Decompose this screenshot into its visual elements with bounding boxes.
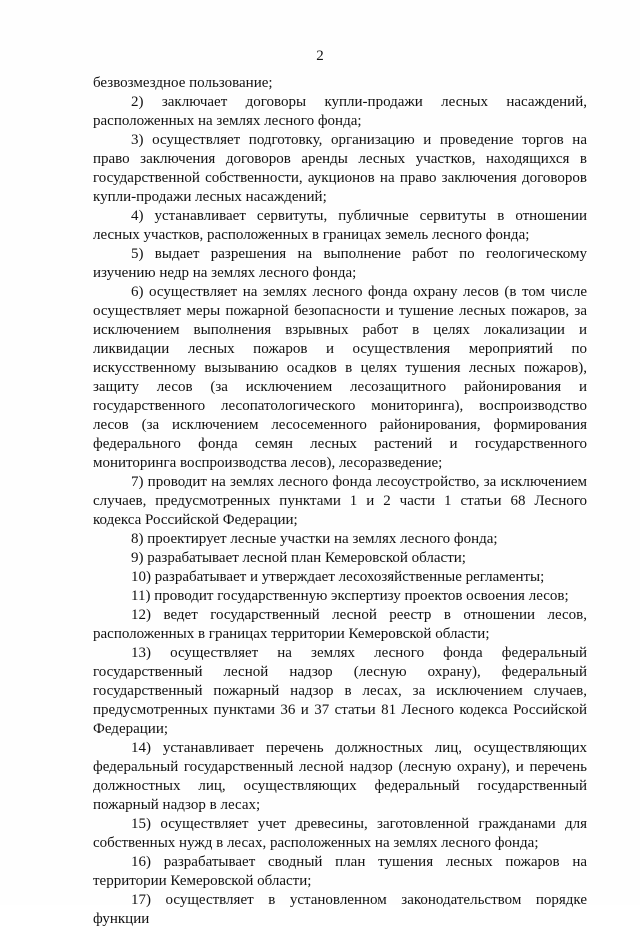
paragraph-item-12: 12) ведет государственный лесной реестр в отношении лесов, расположенных в границах территории Кемеровской области; (93, 607, 587, 642)
paragraph-item-13: 13) осуществляет на землях лесного фонда федеральный государственный лесной надзор (лесную охрану), федеральный государственный пожарный надзор в лесах, за исключением случаев, предусмотренных пунктами 36 и 37 статьи 81 Лесного кодекса Российской Федерации; (93, 645, 587, 737)
paragraph-item-15: 15) осуществляет учет древесины, заготовленной гражданами для собственных нужд в лесах, расположенных на землях лесного фонда; (93, 816, 587, 851)
paragraph-item-11: 11) проводит государственную экспертизу проектов освоения лесов; (131, 588, 569, 604)
paragraph-continuation: безвозмездное пользование; (93, 75, 273, 91)
paragraph-item-9: 9) разрабатывает лесной план Кемеровской области; (131, 550, 466, 566)
paragraph-item-16: 16) разрабатывает сводный план тушения лесных пожаров на территории Кемеровской области; (93, 854, 587, 889)
page-number: 2 (316, 48, 324, 64)
paragraph-item-8: 8) проектирует лесные участки на землях лесного фонда; (131, 531, 498, 547)
paragraph-item-17: 17) осуществляет в установленном законодательством порядке функции (93, 892, 587, 927)
paragraph-item-7: 7) проводит на землях лесного фонда лесоустройство, за исключением случаев, предусмотренных пунктами 1 и 2 части 1 статьи 68 Лесного кодекса Российской Федерации; (93, 474, 587, 528)
paragraph-item-5: 5) выдает разрешения на выполнение работ по геологическому изучению недр на землях лесного фонда; (93, 246, 587, 281)
paragraph-item-4: 4) устанавливает сервитуты, публичные сервитуты в отношении лесных участков, расположенных в границах земель лесного фонда; (93, 208, 587, 243)
document-body (93, 74, 587, 929)
paragraph-item-6: 6) осуществляет на землях лесного фонда охрану лесов (в том числе осуществляет меры пожарной безопасности и тушение лесных пожаров, за исключением выполнения взрывных работ в целях локализации и ликвидации лесных пожаров и осуществления мероприятий по искусственному вызыванию осадков в целях тушения лесных пожаров), защиту лесов (за исключением лесозащитного районирования и государственного лесопатологического мониторинга), воспроизводство лесов (за исключением лесосеменного районирования, формирования федерального фонда семян лесных растений и государственного мониторинга воспроизводства лесов), лесоразведение; (93, 284, 587, 471)
paragraph-item-3: 3) осуществляет подготовку, организацию и проведение торгов на право заключения договоров аренды лесных участков, находящихся в государственной собственности, аукционов на право заключения договоров купли-продажи лесных насаждений; (93, 132, 587, 205)
paragraph-item-2: 2) заключает договоры купли-продажи лесных насаждений, расположенных на землях лесного фонда; (93, 94, 587, 129)
paragraph-item-14: 14) устанавливает перечень должностных лиц, осуществляющих федеральный государственный лесной надзор (лесную охрану), и перечень должностных лиц, осуществляющих федеральный государственный пожарный надзор в лесах; (93, 740, 587, 813)
paragraph-item-10: 10) разрабатывает и утверждает лесохозяйственные регламенты; (131, 569, 545, 585)
